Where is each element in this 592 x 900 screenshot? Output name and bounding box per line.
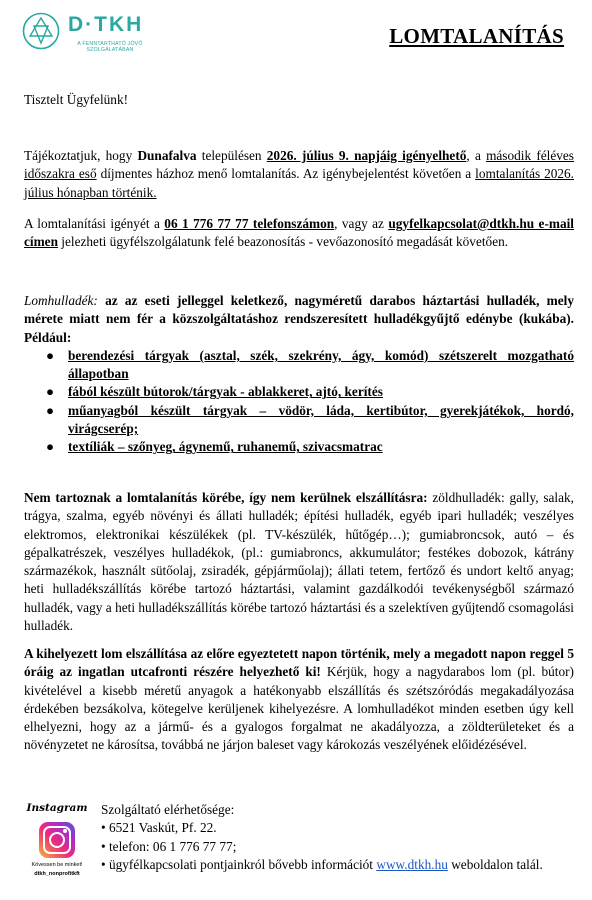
paragraph-exclusions	[24, 489, 574, 635]
info-text: ügyfélkapcsolati pontjainkról bővebb információt	[108, 856, 377, 872]
period-text: második féléves időszakra eső	[24, 148, 574, 182]
text: jelezheti ügyfélszolgálatunk felé beazonosítás - vevőazonosító megadását követően.	[57, 234, 509, 250]
text: díjmentes házhoz menő lomtalanítás. Az igénybejelentést követően a	[96, 166, 476, 182]
text: A lomtalanítási igényét a	[24, 216, 165, 231]
list-item	[46, 383, 574, 401]
list-item-text: műanyagból készült tárgyak – vödör, láda, kertibútor, gyerekjátékok, hordó, virágcserép;	[68, 402, 574, 437]
paragraph-placement	[24, 645, 574, 755]
email-text: ugyfelkapcsolat@dtkh.hu e-mail címen	[24, 216, 575, 250]
list-item-text: berendezési tárgyak (asztal, szék, szekrény, ágy, komód) szétszerelt mozgatható állapotban	[68, 347, 574, 382]
info-text: weboldalon talál.	[447, 856, 543, 872]
deadline-text: 2026. július 9. napjáig igényelhető	[266, 148, 467, 163]
page-title: LOMTALANÍTÁS	[389, 24, 564, 48]
instagram-icon	[39, 822, 75, 858]
list-item-text: textíliák – szőnyeg, ágynemű, ruhanemű, szivacsmatrac	[68, 439, 383, 455]
text: településen	[196, 148, 267, 163]
paragraph-request	[24, 215, 574, 252]
instagram-wordmark: Instagram	[26, 802, 88, 814]
paragraph-definition	[24, 292, 574, 457]
phone-text: 06 1 776 77 77 telefonszámon	[164, 216, 335, 231]
phone-text: telefon: 06 1 776 77 77;	[108, 838, 237, 854]
exclusions-text: zöldhulladék: gally, salak, trágya, szalma, egyéb növényi és állati hulladék; építési hulladék, egyéb ipari hulladék; veszélyes elektromos, elektronikai készülékek (pl. TV-készülék, hűtőgép…); gumiabroncsok, autó – és gépalkatrészek, veszélyes hulladékok, (pl.: gumiabroncs, akkumulátor; festékes dobozok, kátrány származékok, használt sütőolaj, zsiradék, gépjárműolaj); állati tetem, fertőző és undort keltő anyag; heti hulladékszállítás körébe tartozó háztartási, valamint gazdálkodói tevékenységből származó hulladék, vagy a heti hulladékszállítás körébe tartozó háztartási és a szelektíven gyűjtendő csomagolási hulladék.	[24, 490, 574, 634]
contact-address	[101, 819, 571, 837]
definition-text: az az eseti jelleggel keletkező, nagyméretű darabos háztartási hulladék, mely mérete miatt nem fér a közszolgáltatáshoz rendszeresített hulladékgyűjtő edénybe (kukába). Például:	[24, 293, 574, 345]
dtkh-logo	[22, 12, 162, 52]
town-name: Dunafalva	[137, 148, 197, 163]
paragraph-deadline	[24, 147, 574, 202]
contact-block	[101, 801, 571, 874]
definition-term: Lomhulladék:	[24, 293, 98, 308]
contact-info	[101, 856, 571, 874]
contact-phone	[101, 838, 571, 856]
list-item	[46, 438, 574, 456]
schedule-text: lomtalanítás 2026. július hónapban történik.	[24, 166, 575, 200]
website-link[interactable]: www.dtkh.hu	[376, 856, 448, 872]
bullet-icon: •	[101, 838, 106, 854]
text: , a	[466, 148, 487, 163]
logo-tagline-line2: SZOLGÁLATÁBAN	[86, 47, 134, 53]
bullet-icon: ●	[46, 402, 55, 418]
placement-text: Kérjük, hogy a nagydarabos lom (pl. bútor) kivételével a kisebb méretű anyagok a hatékonyabb elszállítás és szétszóródás megakadályozása érdekében bezsákolva, kötegelve kerüljenek kihelyezésre. A lomhulladékot minden esetben úgy kell elhelyezni, hogy az a jármű- és a gyalogos forgalmat ne akadályozza, a zöldterületeket és a növényzetet ne károsítsa, továbbá ne járjon baleset vagy károkozás veszélyének előidézésével.	[24, 664, 574, 753]
list-item	[46, 402, 574, 439]
list-item	[46, 347, 574, 384]
logo-tagline	[62, 41, 158, 53]
bullet-icon: •	[101, 856, 106, 872]
greeting: Tisztelt Ügyfelünk!	[24, 92, 129, 107]
instagram-follow-text: Kövessen be minket!	[31, 862, 83, 868]
text: Tájékoztatjuk, hogy	[24, 148, 138, 163]
address-text: 6521 Vaskút, Pf. 22.	[108, 820, 217, 836]
list-item-text: fából készült bútorok/tárgyak - ablakkeret, ajtó, kerítés	[68, 384, 383, 400]
bullet-icon: ●	[46, 384, 55, 400]
bullet-icon: ●	[46, 347, 55, 363]
dtkh-logo-mark-icon	[22, 12, 60, 50]
text: , vagy az	[334, 216, 389, 231]
bullet-icon: ●	[46, 439, 55, 455]
logo-name: D·TKH	[68, 13, 144, 36]
instagram-handle: dtkh_nonprofitkft	[34, 871, 80, 877]
placement-lead: A kihelyezett lom elszállítása az előre egyeztetett napon történik, mely a megadott napon reggel 5 óráig az ingatlan utcafronti részére helyezhető ki!	[24, 646, 574, 680]
exclusions-lead: Nem tartoznak a lomtalanítás körébe, így nem kerülnek elszállításra:	[24, 490, 428, 505]
bullet-icon: •	[101, 820, 106, 836]
contact-heading: Szolgáltató elérhetősége:	[101, 802, 235, 817]
logo-tagline-line1: A FENNTARTHATÓ JÖVŐ	[77, 41, 143, 47]
instagram-badge[interactable]	[26, 800, 88, 890]
examples-list	[24, 347, 574, 457]
